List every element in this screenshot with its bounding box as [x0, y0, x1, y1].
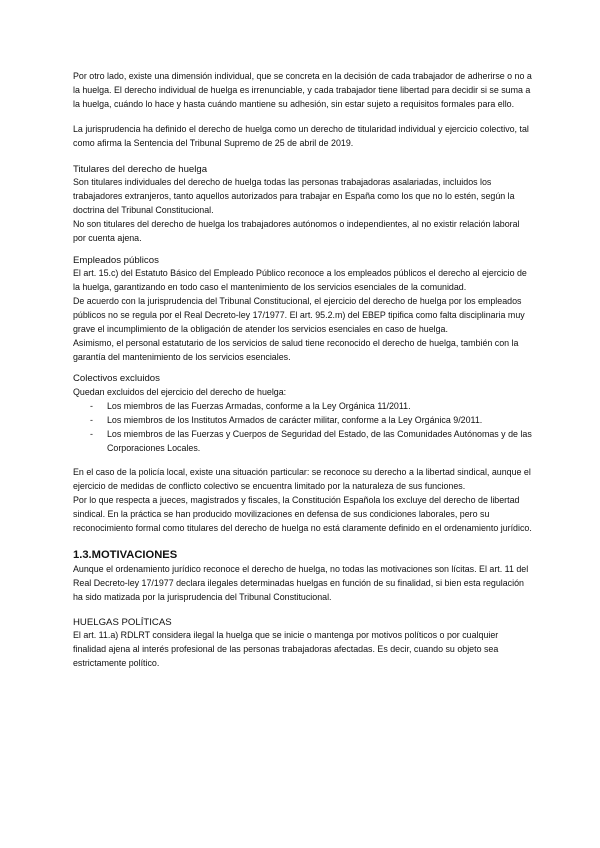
paragraph-empleados-2: De acuerdo con la jurisprudencia del Tribunal Constitucional, el ejercicio del derecho de huelga por los empleados públicos no se regula por el Real Decreto-ley 17/1977. El art. 95.2.m) del EBEP tipifica como falta disciplinaria muy grave el incumplimiento de la obligación de atender los servicios esenciales en caso de huelga. [73, 295, 525, 334]
document-body [73, 70, 533, 671]
paragraph-jueces: Por lo que respecta a jueces, magistrados y fiscales, la Constitución Española los excluye del derecho de libertad sindical. En la práctica se han producido movilizaciones en defensa de sus condiciones laborales, pero su reconocimiento formal como titulares del derecho de huelga no está claramente definido en el ordenamiento jurídico. [73, 495, 532, 534]
list-item: - Los miembros de los Institutos Armados de carácter militar, conforme a la Ley Orgánica 9/2011. [73, 414, 533, 428]
paragraph-huelgas-politicas: El art. 11.a) RDLRT considera ilegal la huelga que se inicie o mantenga por motivos políticos o por cualquier finalidad ajena al interés profesional de las personas trabajadoras afectadas. Es decir, cuando su objeto sea estrictamente político. [73, 630, 499, 668]
paragraph-titulares-2: No son titulares del derecho de huelga los trabajadores autónomos o independientes, al no existir relación laboral por cuenta ajena. [73, 218, 520, 243]
paragraph-empleados-1: El art. 15.c) del Estatuto Básico del Empleado Público reconoce a los empleados públicos el derecho al ejercicio de la huelga, garantizando en todo caso el mantenimiento de los servicios esenciales de la comunidad. [73, 268, 527, 292]
excluded-groups-list [73, 400, 533, 456]
subheading-titulares: Titulares del derecho de huelga [73, 163, 208, 175]
paragraph-motivaciones: Aunque el ordenamiento jurídico reconoce el derecho de huelga, no todas las motivaciones son lícitas. El art. 11 del Real Decreto-ley 17/1977 declara ilegales determinadas huelgas en función de su finalidad, si bien esta regulación ha sido matizada por la jurisprudencia del Tribunal Constitucional. [73, 563, 529, 602]
subheading-huelgas-politicas: HUELGAS POLÍTICAS [73, 616, 172, 628]
bullet-dash: - [90, 414, 93, 425]
list-item: - Los miembros de las Fuerzas Armadas, conforme a la Ley Orgánica 11/2011. [73, 400, 533, 414]
paragraph-jurisprudencia: La jurisprudencia ha definido el derecho de huelga como un derecho de titularidad individual y ejercicio colectivo, tal como afirma la Sentencia del Tribunal Supremo de 25 de abril de 2019. [73, 123, 529, 148]
bullet-dash: - [90, 400, 93, 411]
bullet-dash: - [90, 428, 93, 439]
subheading-empleados-publicos: Empleados públicos [73, 254, 159, 266]
paragraph-titulares-1: Son titulares individuales del derecho de huelga todas las personas trabajadoras asalariadas, incluidos los trabajadores extranjeros, tanto aquellos autorizados para trabajar en España como los que no lo estén, según la doctrina del Tribunal Constitucional. [73, 177, 515, 215]
paragraph-dimension-individual: Por otro lado, existe una dimensión individual, que se concreta en la decisión de cada trabajador de adherirse o no a la huelga. El derecho individual de huelga es irrenunciable, y cada trabajador tiene libertad para decidir si se suma a la huelga, cuándo lo hace y hasta cuándo mantiene su adhesión, sin estar sujeto a requisitos formales para ello. [73, 71, 532, 109]
section-heading-motivaciones: 1.3.MOTIVACIONES [73, 548, 178, 561]
paragraph-empleados-3: Asimismo, el personal estatutario de los servicios de salud tiene reconocido el derecho de huelga, también con la garantía del mantenimiento de los servicios esenciales. [73, 337, 519, 362]
paragraph-excluidos-intro: Quedan excluidos del ejercicio del derecho de huelga: [73, 386, 287, 397]
subheading-colectivos-excluidos: Colectivos excluidos [73, 373, 160, 385]
list-item: - Los miembros de las Fuerzas y Cuerpos de Seguridad del Estado, de las Comunidades Autónomas y de las Corporaciones Locales. [90, 428, 532, 453]
paragraph-policia-local: En el caso de la policía local, existe una situación particular: se reconoce su derecho a la libertad sindical, aunque el ejercicio de medidas de conflicto colectivo se encuentra limitado por la naturaleza de sus funciones. [73, 467, 531, 492]
